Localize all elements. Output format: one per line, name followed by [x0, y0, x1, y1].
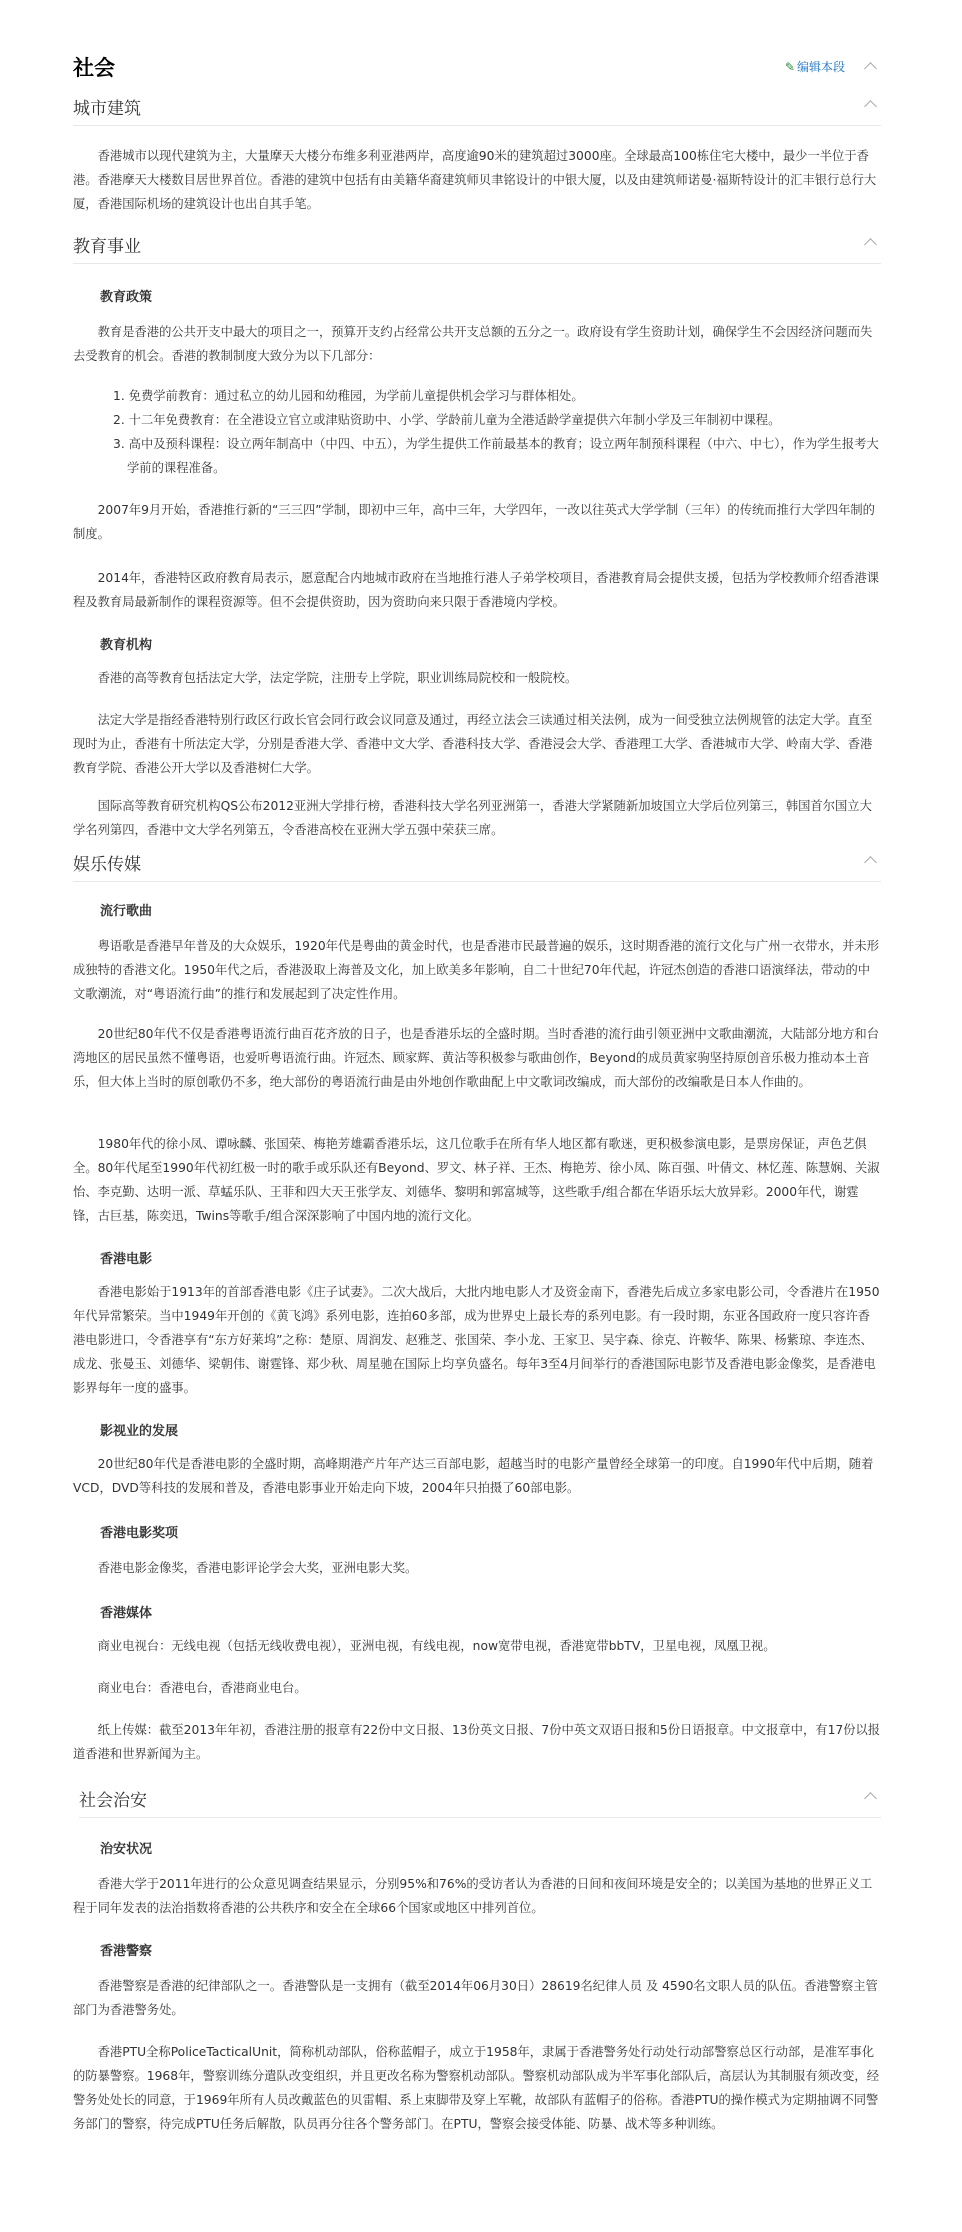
paragraph: 2007年9月开始，香港推行新的“三三四”学制，即初中三年，高中三年，大学四年，一改以往英式大学学制（三年）的传统而推行大学四年制的制度。 — [73, 503, 875, 541]
list-item: 1. 免费学前教育：通过私立的幼儿园和幼稚园，为学前儿童提供机会学习与群体相处。 — [113, 389, 584, 403]
heading-education-institutions: 教育机构 — [100, 638, 153, 653]
paragraph: 纸上传媒：截至2013年年初，香港注册的报章有22份中文日报、13份英文日报、7份中英文双语日报和5份日语报章。中文报章中，有17份以报道香港和世界新闻为主。 — [73, 1723, 881, 1761]
heading-hk-police: 香港警察 — [100, 1944, 153, 1959]
paragraph: 法定大学是指经香港特别行政区行政长官会同行政会议同意及通过，再经立法会三读通过相关法例，成为一间受独立法例规管的法定大学。直至现时为止，香港有十所法定大学，分别是香港大学、香港中文大学、香港科技大学、香港浸会大学、香港理工大学、香港城市大学、岭南大学、香港教育学院、香港公开大学以及香港树仁大学。 — [73, 713, 873, 775]
subsection-title: 教育事业 — [73, 237, 141, 257]
paragraph: 教育是香港的公共开支中最大的项目之一，预算开支约占经常公共开支总额的五分之一。政府设有学生资助计划，确保学生不会因经济问题而失去受教育的机会。香港的教制制度大致分为以下几部分： — [73, 325, 873, 363]
paragraph: 香港警察是香港的纪律部队之一。香港警队是一支拥有（截至2014年06月30日）28619名纪律人员 及 4590名文职人员的队伍。香港警察主管部门为香港警务处。 — [73, 1979, 878, 2017]
paragraph: 香港城市以现代建筑为主，大量摩天大楼分布维多利亚港两岸，高度逾90米的建筑超过3000座。全球最高100栋住宅大楼中，最少一半位于香港。香港摩天大楼数目居世界首位。香港的建筑中包括有由美籍华裔建筑师贝聿铭设计的中银大厦，以及由建筑师诺曼·福斯特设计的汇丰银行总行大厦，香港国际机场的建筑设计也出自其手笔。 — [73, 149, 877, 211]
subsection-title: 社会治安 — [79, 1791, 147, 1811]
subsection-header-architecture — [73, 92, 881, 126]
paragraph: 商业电台：香港电台，香港商业电台。 — [97, 1681, 307, 1695]
paragraph: 2014年，香港特区政府教育局表示，愿意配合内地城市政府在当地推行港人子弟学校项目，香港教育局会提供支援，包括为学校教师介绍香港课程及教育局最新制作的课程资源等。但不会提供资助，因为资助向来只限于香港境内学校。 — [73, 571, 880, 609]
subsection-title: 娱乐传媒 — [73, 855, 141, 875]
heading-pop-music: 流行歌曲 — [100, 904, 153, 919]
heading-film-industry: 影视业的发展 — [100, 1424, 179, 1439]
paragraph: 香港电影始于1913年的首部香港电影《庄子试妻》。二次大战后，大批内地电影人才及资金南下，香港先后成立多家电影公司，令香港片在1950年代异常繁荣。当中1949年开创的《黄飞鸿》系列电影，连拍60多部，成为世界史上最长寿的系列电影。有一段时期，东亚各国政府一度只容许香港电影进口，令香港享有“东方好莱坞”之称：楚原、周润发、赵雅芝、张国荣、李小龙、王家卫、吴宇森、徐克、许鞍华、陈果、杨紫琼、李连杰、成龙、张曼玉、刘德华、梁朝伟、谢霆锋、郑少秋、周星驰在国际上均享负盛名。每年3至4月间举行的香港国际电影节及香港电影金像奖，是香港电影界每年一度的盛事。 — [73, 1285, 880, 1395]
subsection-title: 城市建筑 — [73, 99, 141, 119]
edit-section-button[interactable] — [785, 58, 845, 75]
heading-film-awards: 香港电影奖项 — [100, 1526, 179, 1541]
heading-hk-media: 香港媒体 — [100, 1606, 153, 1621]
paragraph: 香港PTU全称PoliceTacticalUnit，简称机动部队，俗称蓝帽子，成立于1958年，隶属于香港警务处行动处行动部警察总区行动部，是准军事化的防暴警察。1968年，警察训练分遣队改变组织，并且更改名称为警察机动部队。警察机动部队成为半军事化部队后，高层认为其制服有须改变，经警务处处长的同意，于1969年所有人员改戴蓝色的贝雷帽、系上束脚带及穿上军靴，故部队有蓝帽子的俗称。香港PTU的操作模式为定期抽调不同警务部门的警察，待完成PTU任务后解散，队员再分往各个警务部门。在PTU，警察会接受体能、防暴、战术等多种训练。 — [73, 2045, 880, 2131]
section-title: 社会 — [73, 56, 115, 80]
section-header — [73, 52, 881, 88]
collapse-chevron-icon[interactable] — [864, 1792, 877, 1805]
subsection-header-entertainment — [73, 848, 881, 882]
paragraph: 20世纪80年代不仅是香港粤语流行曲百花齐放的日子，也是香港乐坛的全盛时期。当时香港的流行曲引领亚洲中文歌曲潮流，大陆部分地方和台湾地区的居民虽然不懂粤语，也爱听粤语流行曲。许冠杰、顾家辉、黄沾等积极参与歌曲创作，Beyond的成员黄家驹坚持原创音乐极力推动本土音乐，但大体上当时的原创歌仍不多，绝大部份的粤语流行曲是由外地创作歌曲配上中文歌词改编成，而大部份的改编歌是日本人作曲的。 — [73, 1027, 880, 1089]
paragraph: 20世纪80年代是香港电影的全盛时期，高峰期港产片年产达三百部电影，超越当时的电影产量曾经全球第一的印度。自1990年代中后期，随着VCD，DVD等科技的发展和普及，香港电影事业开始走向下坡，2004年只拍摄了60部电影。 — [73, 1457, 874, 1495]
edit-section-label: 编辑本段 — [796, 60, 845, 74]
list-item: 3. 高中及预科课程：设立两年制高中（中四、中五），为学生提供工作前最基本的教育；设立两年制预科课程（中六、中七），作为学生报考大学前的课程准备。 — [113, 437, 879, 475]
heading-hk-film: 香港电影 — [100, 1252, 153, 1267]
paragraph: 香港电影金像奖，香港电影评论学会大奖，亚洲电影大奖。 — [97, 1561, 418, 1575]
heading-education-policy: 教育政策 — [100, 290, 153, 305]
paragraph: 1980年代的徐小凤、谭咏麟、张国荣、梅艳芳雄霸香港乐坛，这几位歌手在所有华人地区都有歌迷，更积极参演电影，是票房保证，声色艺俱全。80年代尾至1990年代初红极一时的歌手或乐队还有Beyond、罗文、林子祥、王杰、梅艳芳、徐小凤、陈百强、叶倩文、林忆莲、陈慧娴、关淑怡、李克勤、达明一派、草蜢乐队、王菲和四大天王张学友、刘德华、黎明和郭富城等，这些歌手/组合都在华语乐坛大放异彩。2000年代，谢霆锋，古巨基，陈奕迅，Twins等歌手/组合深深影响了中国内地的流行文化。 — [73, 1137, 880, 1223]
paragraph: 粤语歌是香港早年普及的大众娱乐，1920年代是粤曲的黄金时代，也是香港市民最普遍的娱乐，这时期香港的流行文化与广州一衣带水，并未形成独特的香港文化。1950年代之后，香港汲取上海普及文化，加上欧美多年影响，自二十世纪70年代起，许冠杰创造的香港口语演绎法，带动的中文歌潮流，对“粤语流行曲”的推行和发展起到了决定性作用。 — [73, 939, 880, 1001]
paragraph: 国际高等教育研究机构QS公布2012亚洲大学排行榜，香港科技大学名列亚洲第一，香港大学紧随新加坡国立大学后位列第三，韩国首尔国立大学名列第四，香港中文大学名列第五，令香港高校在亚洲大学五强中荣获三席。 — [73, 799, 872, 837]
collapse-chevron-icon[interactable] — [864, 100, 877, 113]
collapse-chevron-icon[interactable] — [864, 238, 877, 251]
subsection-header-security — [79, 1784, 881, 1818]
education-list — [113, 384, 881, 480]
paragraph: 香港的高等教育包括法定大学，法定学院，注册专上学院，职业训练局院校和一般院校。 — [97, 671, 578, 685]
pencil-icon: ✎ — [784, 60, 795, 74]
paragraph: 香港大学于2011年进行的公众意见调查结果显示，分别95%和76%的受访者认为香港的日间和夜间环境是安全的；以美国为基地的世界正义工程于同年发表的法治指数将香港的公共秩序和安全在全球66个国家或地区中排列首位。 — [73, 1877, 873, 1915]
paragraph: 商业电视台：无线电视（包括无线收费电视），亚洲电视，有线电视，now宽带电视，香港宽带bbTV，卫星电视，凤凰卫视。 — [97, 1639, 776, 1653]
collapse-chevron-icon[interactable] — [864, 856, 877, 869]
collapse-chevron-icon[interactable] — [864, 62, 877, 75]
heading-security-status: 治安状况 — [100, 1842, 153, 1857]
subsection-header-education — [73, 230, 881, 264]
list-item: 2. 十二年免费教育：在全港设立官立或津贴资助中、小学、学龄前儿童为全港适龄学童提供六年制小学及三年制初中课程。 — [113, 413, 781, 427]
